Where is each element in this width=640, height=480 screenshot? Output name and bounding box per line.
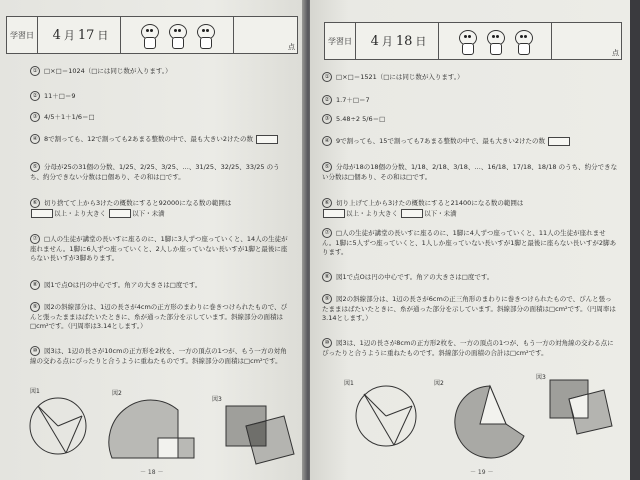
right-page <box>310 0 632 480</box>
figure-3-overlapping-squares <box>220 402 298 468</box>
left-page <box>0 0 305 480</box>
question-9: ⑨ 図2の斜線部分は、1辺の長さが4cmの正方形のまわりに巻きつけられたもので、ぴんと張ったままはばたいたときに、糸が通った部分を示しています。斜線部分の面積は□cm²です。（円周率は3.14とします。） <box>30 303 288 330</box>
mascot-icon <box>166 20 188 50</box>
answer-box[interactable] <box>548 137 570 146</box>
figure-3-overlapping-squares <box>546 376 618 450</box>
mascot-icon <box>138 20 160 50</box>
question-4: ④ 8で割っても、12で割っても2あまる整数の中で、最も大きい2けたの数 <box>30 134 292 145</box>
fig1-label: 図1 <box>344 380 354 387</box>
month-value: 4 <box>52 27 61 43</box>
mascot-icon <box>512 26 534 56</box>
fig3-label: 図3 <box>536 374 546 381</box>
answer-box[interactable] <box>256 135 278 144</box>
background-edge <box>630 0 640 480</box>
answer-box[interactable] <box>323 209 345 218</box>
figure-1-circle <box>26 396 92 458</box>
range-left-label: 以上・より大きく <box>346 209 398 217</box>
mascot-icon <box>194 20 216 50</box>
question-3: ③ 5.48÷2 5/6＝□ <box>322 114 385 125</box>
question-8: ⑧ 図1で点Oは円の中心です。角アの大きさは□度です。 <box>30 280 292 291</box>
answer-box[interactable] <box>31 209 53 218</box>
mascot-group <box>439 23 552 59</box>
question-5: ⑤ 分母が18の18個の分数、1/18、2/18、3/18、…、16/18、17/18、18/18 のうち、約分できない分数は□個あり、その和は□です。 <box>322 163 618 181</box>
answer-box[interactable] <box>109 209 131 218</box>
mascot-group <box>121 17 234 53</box>
question-2: ② 11＋□＝9 <box>30 91 76 102</box>
question-9: ⑨ 図2の斜線部分は、1辺の長さが6cmの正三角形のまわりに巻きつけられたもので、ぴんと張ったままはばたいたときに、糸が通った部分を示しています。斜線部分の面積は□cm²です。（円周率は3.14とします。） <box>322 295 616 322</box>
question-6: ⑥ 切り捨てて上から3けたの概数にすると92000になる数の範囲は 以上・より大きく 以下・未満 <box>30 198 292 219</box>
score-box <box>234 17 297 53</box>
study-date-label: 学習日 <box>325 23 356 59</box>
question-7: ⑦ □人の生徒が講堂の長いすに座るのに、1脚に3人ずつ座っていくと、14人の生徒が座れません。1脚に6人ずつ座っていくと、2人しか座っていない長いすが1脚と最後に座らない長いすが3脚あります。 <box>30 235 288 262</box>
range-right-label: 以下・未満 <box>424 209 457 217</box>
study-date <box>356 23 439 59</box>
fig3-label: 図3 <box>212 396 222 403</box>
figure-2-wrapped-triangle <box>450 380 532 460</box>
left-header <box>6 16 298 54</box>
question-4: ④ 9で割っても、15で割っても7あまる整数の中で、最も大きい2けたの数 <box>322 136 618 147</box>
range-left-label: 以上・より大きく <box>54 209 106 217</box>
month-unit: 月 <box>63 29 75 42</box>
answer-box[interactable] <box>401 209 423 218</box>
day-unit: 日 <box>415 35 427 48</box>
question-6: ⑥ 切り上げて上から3けたの概数にすると21400になる数の範囲は 以上・より大きく 以下・未満 <box>322 198 618 219</box>
mascot-icon <box>456 26 478 56</box>
study-date <box>38 17 121 53</box>
range-right-label: 以下・未満 <box>132 209 165 217</box>
figure-2-wrapped-square <box>108 398 198 462</box>
question-2: ② 1.7＋□＝7 <box>322 95 370 106</box>
question-5: ⑤ 分母が25の31個の分数、1/25、2/25、3/25、…、31/25、32/25、33/25 のうち、約分できない分数は□個あり、その和は□です。 <box>30 163 280 181</box>
page-number: － 19 － <box>470 469 494 476</box>
page-number: － 18 － <box>140 469 164 476</box>
question-7: ⑦ □人の生徒が講堂の長いすに座るのに、1脚に4人ずつ座っていくと、11人の生徒が座れません。1脚に5人ずつ座っていくと、1人しか座っていない長いすが1脚と最後に座らない長いすが2脚あります。 <box>322 229 617 256</box>
score-box <box>552 23 621 59</box>
score-unit: 点 <box>288 43 295 51</box>
fig2-label: 図2 <box>112 390 122 397</box>
question-1: ① □×□＝1024（□には同じ数が入ります。） <box>30 66 172 77</box>
question-1: ① □×□＝1521（□には同じ数が入ります。） <box>322 72 464 83</box>
day-value: 18 <box>395 33 413 49</box>
figure-1-circle <box>350 384 422 450</box>
right-header <box>324 22 622 60</box>
score-unit: 点 <box>612 49 619 57</box>
question-3: ③ 4/5＋1＋1/6＝□ <box>30 112 95 123</box>
month-value: 4 <box>370 33 379 49</box>
mascot-icon <box>484 26 506 56</box>
day-value: 17 <box>77 27 95 43</box>
question-10: ⑩ 図3は、1辺の長さが10cmの正方形を2枚を、一方の頂点の1つが、もう一方の対角線の交わる点にぴったりと合うように重ねたものです。斜線部分の面積は□cm²です。 <box>30 347 287 365</box>
question-8: ⑧ 図1で点Oは円の中心です。角アの大きさは□度です。 <box>322 272 618 283</box>
fig1-label: 図1 <box>30 388 40 395</box>
question-10: ⑩ 図3は、1辺の長さが8cmの正方形2枚を、一方の頂点の1つが、もう一方の対角線の交わる点にぴったりと合うように重ねたものです。斜線部分の面積の合計は□cm²です。 <box>322 339 614 357</box>
fig2-label: 図2 <box>434 380 444 387</box>
day-unit: 日 <box>97 29 109 42</box>
month-unit: 月 <box>381 35 393 48</box>
study-date-label: 学習日 <box>7 17 38 53</box>
